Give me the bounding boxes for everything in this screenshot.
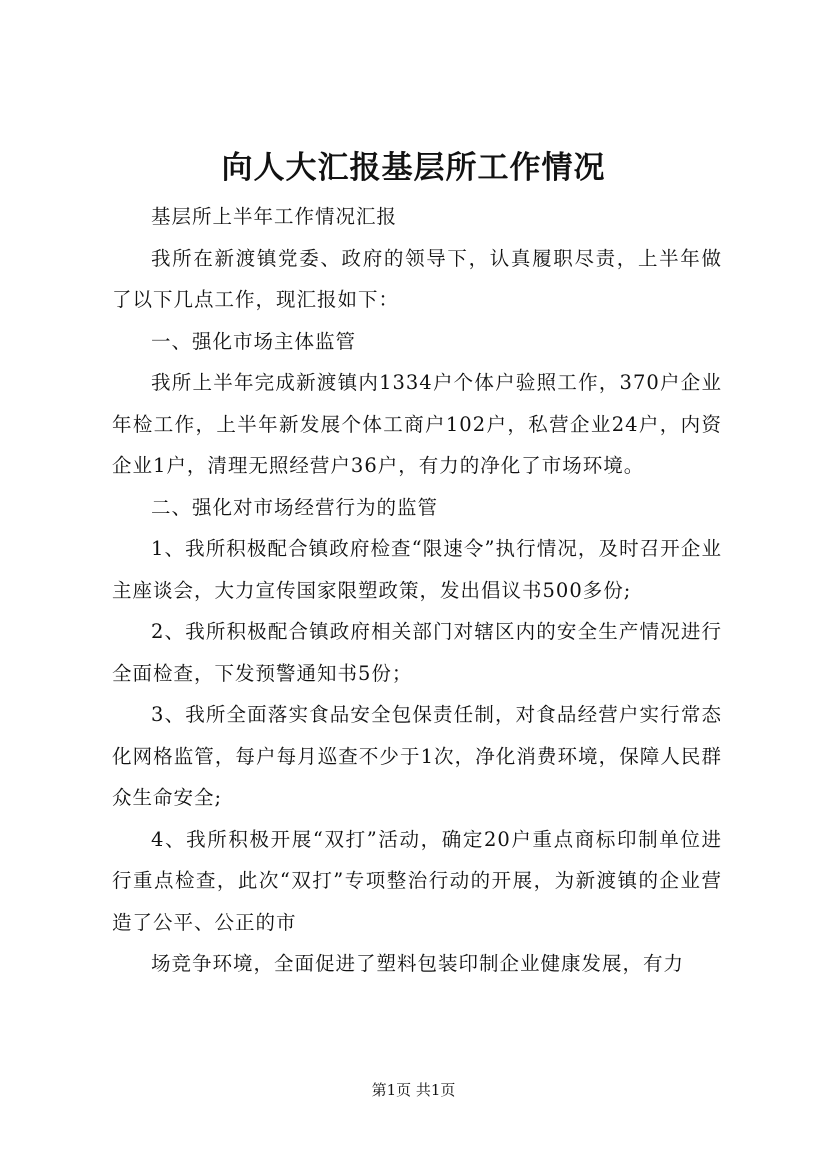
document-body <box>112 196 722 985</box>
paragraph-heading: 基层所上半年工作情况汇报 <box>151 205 398 228</box>
paragraph-item-1: 1、我所积极配合镇政府检查“限速令”执行情况，及时召开企业主座谈会，大力宣传国家限塑政策，发出倡议书500多份; <box>112 537 722 602</box>
page-footer: 第1页 共1页 <box>371 1081 456 1099</box>
paragraph-section-1: 我所上半年完成新渡镇内1334户个体户验照工作，370户企业年检工作，上半年新发展个体工商户102户，私营企业24户，内资企业1户，清理无照经营户36户，有力的净化了市场环境。 <box>112 371 722 477</box>
section-heading-1: 一、强化市场主体监管 <box>151 329 357 353</box>
document-title: 向人大汇报基层所工作情况 <box>221 150 606 186</box>
paragraph-item-3: 3、我所全面落实食品安全包保责任制，对食品经营户实行常态化网格监管，每户每月巡查不少于1次，净化消费环境，保障人民群众生命安全; <box>112 703 722 809</box>
paragraph-intro: 我所在新渡镇党委、政府的领导下，认真履职尽责，上半年做了以下几点工作，现汇报如下： <box>112 246 722 311</box>
paragraph-item-2: 2、我所积极配合镇政府相关部门对辖区内的安全生产情况进行全面检查，下发预警通知书5份； <box>112 620 722 685</box>
paragraph-item-4: 4、我所积极开展“双打”活动，确定20户重点商标印制单位进行重点检查，此次“双打”专项整治行动的开展，为新渡镇的企业营造了公平、公正的市 <box>112 827 722 934</box>
paragraph-continuation: 场竞争环境，全面促进了塑料包装印制企业健康发展，有力 <box>151 952 685 975</box>
section-heading-2: 二、强化对市场经营行为的监管 <box>151 495 439 519</box>
